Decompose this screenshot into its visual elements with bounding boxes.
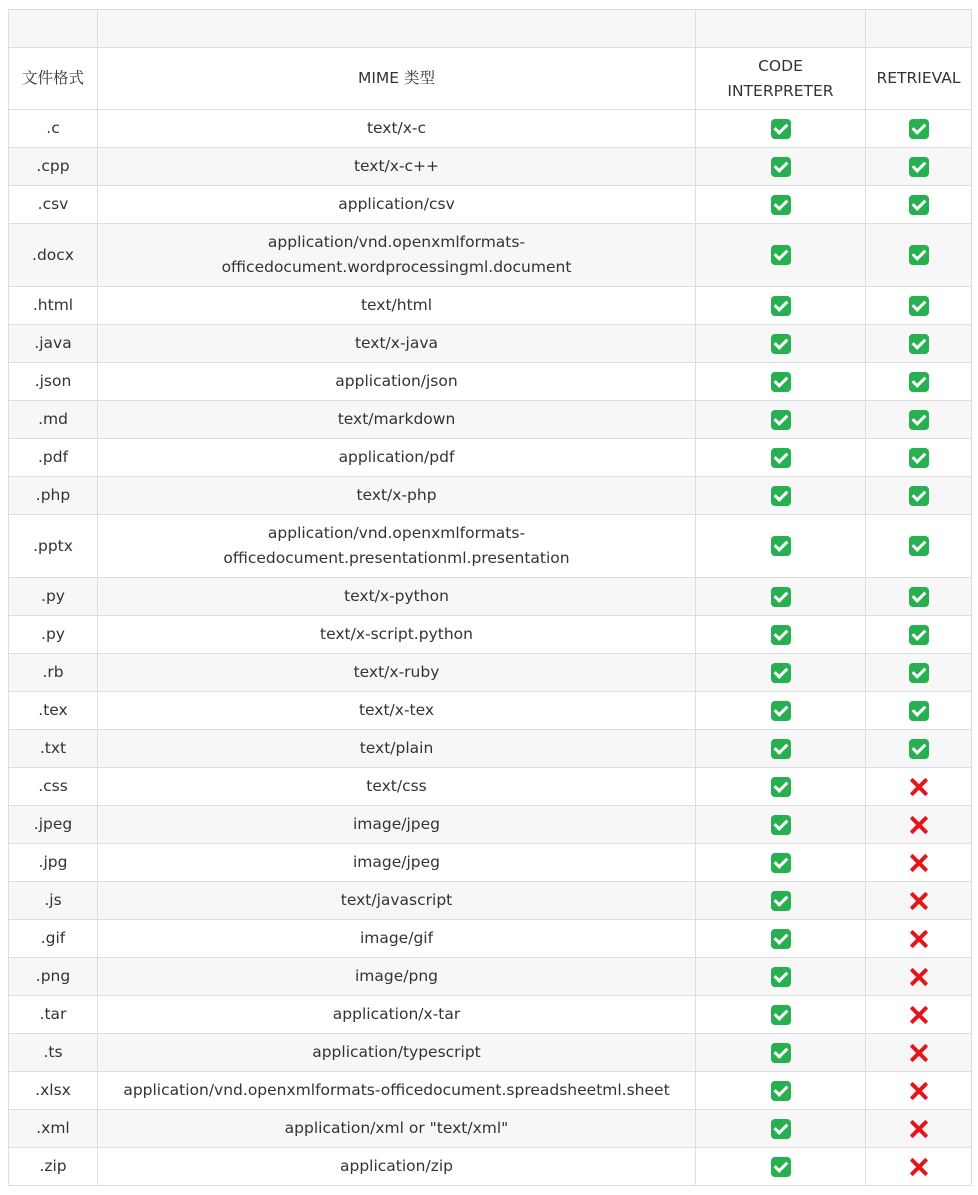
file-extension: .py xyxy=(9,616,98,654)
mime-type: image/jpeg xyxy=(98,806,696,844)
table-row xyxy=(9,363,972,401)
table-row xyxy=(9,110,972,148)
code-interpreter-support xyxy=(696,958,866,996)
check-mark-icon xyxy=(771,119,791,139)
check-mark-icon xyxy=(771,815,791,835)
code-interpreter-support xyxy=(696,578,866,616)
mime-type: text/css xyxy=(98,768,696,806)
check-mark-icon xyxy=(771,1043,791,1063)
check-mark-icon xyxy=(771,334,791,354)
check-mark-icon xyxy=(771,587,791,607)
file-extension: .tar xyxy=(9,996,98,1034)
retrieval-support xyxy=(866,439,972,477)
retrieval-support xyxy=(866,882,972,920)
file-extension: .xlsx xyxy=(9,1072,98,1110)
code-interpreter-support xyxy=(696,186,866,224)
file-extension: .c xyxy=(9,110,98,148)
file-extension: .ts xyxy=(9,1034,98,1072)
retrieval-support xyxy=(866,1072,972,1110)
blank-cell xyxy=(9,10,98,48)
retrieval-support xyxy=(866,363,972,401)
file-extension: .pptx xyxy=(9,515,98,578)
file-extension: .tex xyxy=(9,692,98,730)
mime-type: application/zip xyxy=(98,1148,696,1186)
retrieval-support xyxy=(866,401,972,439)
check-mark-icon xyxy=(771,296,791,316)
check-mark-icon xyxy=(909,536,929,556)
code-interpreter-support xyxy=(696,616,866,654)
check-mark-icon xyxy=(909,587,929,607)
file-extension: .css xyxy=(9,768,98,806)
check-mark-icon xyxy=(909,701,929,721)
mime-type: application/csv xyxy=(98,186,696,224)
check-mark-icon xyxy=(771,853,791,873)
check-mark-icon xyxy=(909,119,929,139)
mime-type: application/x-tar xyxy=(98,996,696,1034)
blank-cell xyxy=(98,10,696,48)
retrieval-support xyxy=(866,224,972,287)
file-extension: .txt xyxy=(9,730,98,768)
table-row xyxy=(9,1148,972,1186)
mime-type: text/x-tex xyxy=(98,692,696,730)
code-interpreter-support xyxy=(696,1148,866,1186)
file-extension: .json xyxy=(9,363,98,401)
cross-mark-icon xyxy=(909,967,929,987)
retrieval-support xyxy=(866,920,972,958)
code-interpreter-support xyxy=(696,730,866,768)
table-row xyxy=(9,148,972,186)
file-extension: .zip xyxy=(9,1148,98,1186)
check-mark-icon xyxy=(771,448,791,468)
table-row xyxy=(9,1110,972,1148)
check-mark-icon xyxy=(909,245,929,265)
mime-type: image/png xyxy=(98,958,696,996)
check-mark-icon xyxy=(909,410,929,430)
cross-mark-icon xyxy=(909,777,929,797)
code-interpreter-support xyxy=(696,996,866,1034)
table-row xyxy=(9,692,972,730)
cross-mark-icon xyxy=(909,1043,929,1063)
code-interpreter-support xyxy=(696,768,866,806)
code-interpreter-support xyxy=(696,1072,866,1110)
table-row xyxy=(9,1072,972,1110)
table-row xyxy=(9,287,972,325)
mime-type: application/typescript xyxy=(98,1034,696,1072)
check-mark-icon xyxy=(909,625,929,645)
check-mark-icon xyxy=(771,195,791,215)
code-interpreter-support xyxy=(696,920,866,958)
code-interpreter-support xyxy=(696,654,866,692)
mime-type: text/x-ruby xyxy=(98,654,696,692)
code-interpreter-support xyxy=(696,806,866,844)
mime-type: image/gif xyxy=(98,920,696,958)
cross-mark-icon xyxy=(909,815,929,835)
file-extension: .rb xyxy=(9,654,98,692)
table-row xyxy=(9,654,972,692)
check-mark-icon xyxy=(909,334,929,354)
file-extension: .xml xyxy=(9,1110,98,1148)
check-mark-icon xyxy=(771,739,791,759)
retrieval-support xyxy=(866,287,972,325)
retrieval-support xyxy=(866,654,972,692)
header-retrieval: RETRIEVAL xyxy=(866,48,972,110)
retrieval-support xyxy=(866,578,972,616)
code-interpreter-support xyxy=(696,224,866,287)
cross-mark-icon xyxy=(909,1119,929,1139)
code-interpreter-support xyxy=(696,325,866,363)
retrieval-support xyxy=(866,325,972,363)
cross-mark-icon xyxy=(909,929,929,949)
mime-type: text/html xyxy=(98,287,696,325)
mime-type: application/json xyxy=(98,363,696,401)
code-interpreter-support xyxy=(696,882,866,920)
blank-header-row xyxy=(9,10,972,48)
check-mark-icon xyxy=(771,967,791,987)
file-extension: .php xyxy=(9,477,98,515)
code-interpreter-support xyxy=(696,363,866,401)
file-extension: .md xyxy=(9,401,98,439)
mime-type: text/x-c++ xyxy=(98,148,696,186)
header-mime: MIME 类型 xyxy=(98,48,696,110)
file-extension: .docx xyxy=(9,224,98,287)
file-extension: .png xyxy=(9,958,98,996)
table-row xyxy=(9,325,972,363)
mime-type: text/x-python xyxy=(98,578,696,616)
retrieval-support xyxy=(866,1148,972,1186)
code-interpreter-support xyxy=(696,1110,866,1148)
check-mark-icon xyxy=(909,663,929,683)
table-row xyxy=(9,920,972,958)
check-mark-icon xyxy=(909,486,929,506)
check-mark-icon xyxy=(771,663,791,683)
check-mark-icon xyxy=(771,536,791,556)
retrieval-support xyxy=(866,958,972,996)
table-row xyxy=(9,958,972,996)
file-format-table xyxy=(8,9,972,1186)
retrieval-support xyxy=(866,692,972,730)
check-mark-icon xyxy=(909,739,929,759)
table-row xyxy=(9,224,972,287)
check-mark-icon xyxy=(771,410,791,430)
check-mark-icon xyxy=(771,891,791,911)
retrieval-support xyxy=(866,996,972,1034)
code-interpreter-support xyxy=(696,401,866,439)
header-row xyxy=(9,48,972,110)
table-row xyxy=(9,515,972,578)
file-extension: .gif xyxy=(9,920,98,958)
mime-type: text/x-c xyxy=(98,110,696,148)
retrieval-support xyxy=(866,1110,972,1148)
code-interpreter-support xyxy=(696,692,866,730)
table-row xyxy=(9,401,972,439)
code-interpreter-support xyxy=(696,148,866,186)
mime-type: text/javascript xyxy=(98,882,696,920)
mime-type: text/x-script.python xyxy=(98,616,696,654)
retrieval-support xyxy=(866,806,972,844)
table-row xyxy=(9,730,972,768)
mime-type: application/vnd.openxmlformats-officedocument.presentationml.presentation xyxy=(98,515,696,578)
retrieval-support xyxy=(866,477,972,515)
table-body xyxy=(9,110,972,1186)
check-mark-icon xyxy=(771,245,791,265)
code-interpreter-support xyxy=(696,844,866,882)
retrieval-support xyxy=(866,515,972,578)
file-extension: .js xyxy=(9,882,98,920)
table-row xyxy=(9,616,972,654)
code-interpreter-support xyxy=(696,439,866,477)
code-interpreter-support xyxy=(696,287,866,325)
blank-cell xyxy=(696,10,866,48)
cross-mark-icon xyxy=(909,1005,929,1025)
table-row xyxy=(9,477,972,515)
file-extension: .jpeg xyxy=(9,806,98,844)
code-interpreter-support xyxy=(696,515,866,578)
file-extension: .pdf xyxy=(9,439,98,477)
check-mark-icon xyxy=(771,1005,791,1025)
cross-mark-icon xyxy=(909,853,929,873)
check-mark-icon xyxy=(771,1157,791,1177)
retrieval-support xyxy=(866,616,972,654)
check-mark-icon xyxy=(771,777,791,797)
blank-cell xyxy=(866,10,972,48)
check-mark-icon xyxy=(771,625,791,645)
code-interpreter-support xyxy=(696,110,866,148)
mime-type: text/plain xyxy=(98,730,696,768)
mime-type: text/markdown xyxy=(98,401,696,439)
file-extension: .cpp xyxy=(9,148,98,186)
header-code-interpreter: CODE INTERPRETER xyxy=(696,48,866,110)
check-mark-icon xyxy=(909,195,929,215)
retrieval-support xyxy=(866,844,972,882)
retrieval-support xyxy=(866,186,972,224)
mime-type: application/vnd.openxmlformats-officedocument.wordprocessingml.document xyxy=(98,224,696,287)
check-mark-icon xyxy=(771,929,791,949)
table-row xyxy=(9,768,972,806)
mime-type: image/jpeg xyxy=(98,844,696,882)
table-row xyxy=(9,1034,972,1072)
check-mark-icon xyxy=(771,1119,791,1139)
code-interpreter-support xyxy=(696,477,866,515)
retrieval-support xyxy=(866,1034,972,1072)
table-row xyxy=(9,578,972,616)
retrieval-support xyxy=(866,148,972,186)
file-format-table-container xyxy=(8,9,972,1186)
file-extension: .html xyxy=(9,287,98,325)
cross-mark-icon xyxy=(909,1157,929,1177)
mime-type: text/x-java xyxy=(98,325,696,363)
code-interpreter-support xyxy=(696,1034,866,1072)
file-extension: .jpg xyxy=(9,844,98,882)
table-row xyxy=(9,996,972,1034)
mime-type: text/x-php xyxy=(98,477,696,515)
header-format: 文件格式 xyxy=(9,48,98,110)
file-extension: .py xyxy=(9,578,98,616)
check-mark-icon xyxy=(909,157,929,177)
retrieval-support xyxy=(866,110,972,148)
mime-type: application/vnd.openxmlformats-officedocument.spreadsheetml.sheet xyxy=(98,1072,696,1110)
check-mark-icon xyxy=(909,372,929,392)
check-mark-icon xyxy=(909,296,929,316)
mime-type: application/xml or "text/xml" xyxy=(98,1110,696,1148)
mime-type: application/pdf xyxy=(98,439,696,477)
table-row xyxy=(9,844,972,882)
check-mark-icon xyxy=(771,157,791,177)
retrieval-support xyxy=(866,730,972,768)
table-row xyxy=(9,439,972,477)
file-extension: .csv xyxy=(9,186,98,224)
file-extension: .java xyxy=(9,325,98,363)
table-row xyxy=(9,186,972,224)
cross-mark-icon xyxy=(909,1081,929,1101)
check-mark-icon xyxy=(771,701,791,721)
check-mark-icon xyxy=(771,486,791,506)
check-mark-icon xyxy=(909,448,929,468)
check-mark-icon xyxy=(771,372,791,392)
retrieval-support xyxy=(866,768,972,806)
table-row xyxy=(9,806,972,844)
cross-mark-icon xyxy=(909,891,929,911)
table-row xyxy=(9,882,972,920)
check-mark-icon xyxy=(771,1081,791,1101)
